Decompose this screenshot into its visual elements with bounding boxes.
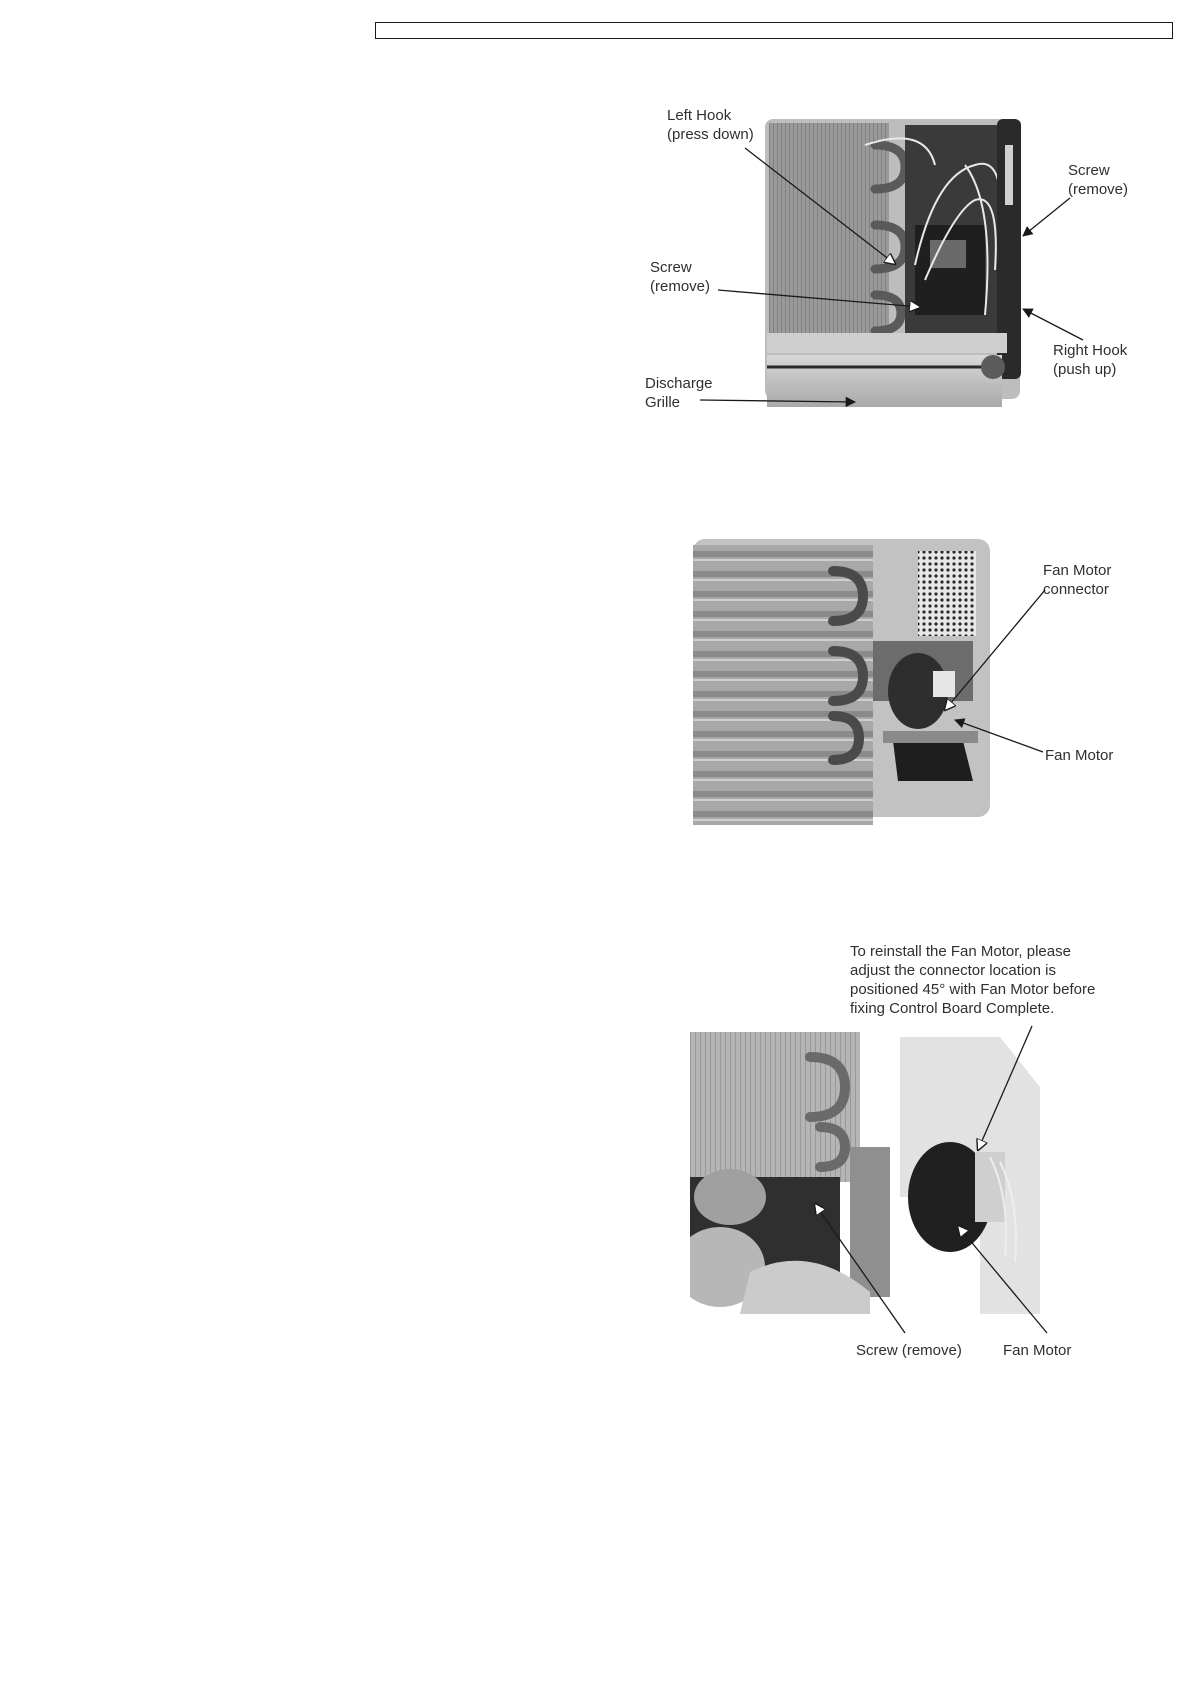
header-box [375,22,1173,39]
photo-fan-motor-removal [690,1027,1040,1314]
arrow-screw-right [1023,198,1070,236]
label-fan-motor-connector: Fan Motor connector [1043,562,1112,598]
label-screw-left: Screw (remove) [650,259,711,295]
label-discharge-grille: Discharge Grille [645,375,713,411]
photo-fan-motor-connector [693,531,993,826]
label-screw-3: Screw (remove) [856,1342,962,1359]
photo-control-board-removal [765,105,1025,413]
reinstall-note: To reinstall the Fan Motor, please adjust the connector location is positioned 45° with Fan Motor before fixing Control Board Complete. [850,943,1096,1017]
label-left-hook: Left Hook (press down) [667,107,754,143]
label-fan-motor-2: Fan Motor [1045,747,1114,764]
label-right-hook: Right Hook (push up) [1053,342,1128,378]
arrow-right-hook [1023,309,1083,340]
label-fan-motor-3: Fan Motor [1003,1342,1072,1359]
label-screw-right: Screw (remove) [1068,162,1129,198]
